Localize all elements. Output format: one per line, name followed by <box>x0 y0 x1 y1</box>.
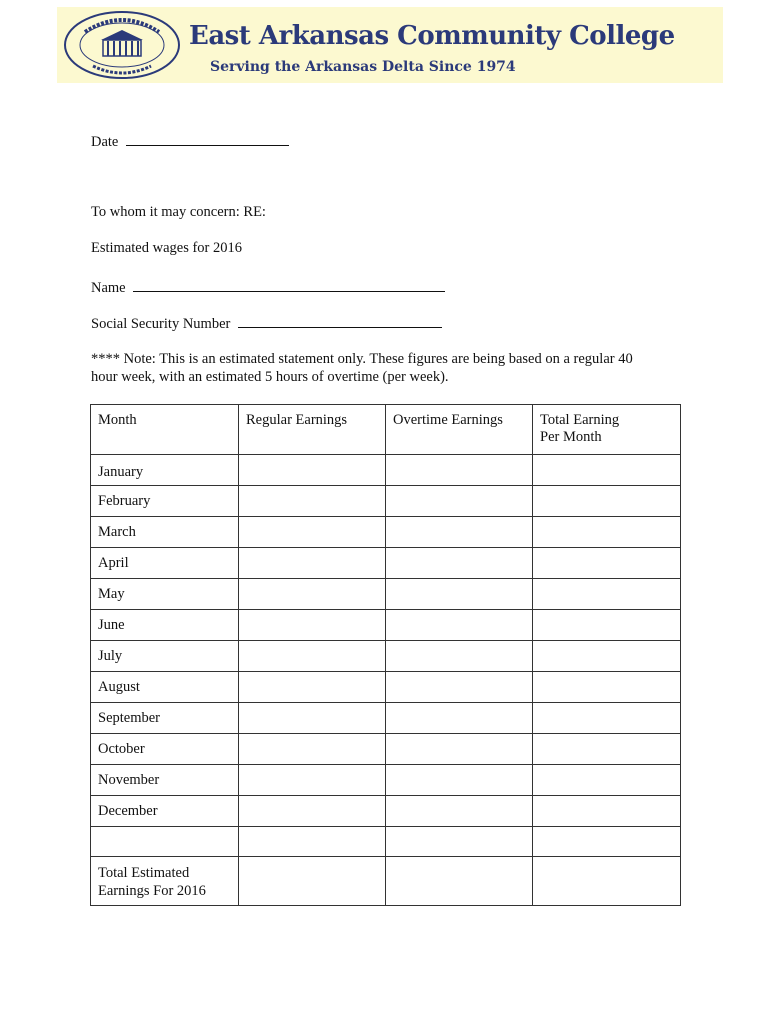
note-line-2: hour week, with an estimated 5 hours of overtime (per week). <box>91 369 449 385</box>
date-line <box>91 131 289 151</box>
header-total-line-2: Per Month <box>540 429 602 445</box>
month-cell: April <box>91 548 239 579</box>
header-total-earning <box>533 405 681 455</box>
month-cell: September <box>91 703 239 734</box>
overtime-earnings-cell[interactable] <box>386 672 533 703</box>
salutation: To whom it may concern: RE: <box>91 204 266 220</box>
table-row-blank <box>91 827 681 857</box>
header-total-line-1: Total Earning <box>540 412 620 428</box>
regular-earnings-cell[interactable] <box>239 610 386 641</box>
ssn-line <box>91 313 442 333</box>
overtime-earnings-cell[interactable] <box>386 548 533 579</box>
overtime-earnings-cell[interactable] <box>386 517 533 548</box>
total-earning-cell[interactable] <box>533 765 681 796</box>
total-earning-cell[interactable] <box>533 796 681 827</box>
month-cell: March <box>91 517 239 548</box>
regular-earnings-cell[interactable] <box>239 765 386 796</box>
month-cell: December <box>91 796 239 827</box>
overtime-earnings-cell[interactable] <box>386 455 533 486</box>
month-cell: May <box>91 579 239 610</box>
name-field[interactable] <box>133 277 445 292</box>
college-banner <box>57 7 723 83</box>
table-row <box>91 486 681 517</box>
regular-earnings-cell[interactable] <box>239 796 386 827</box>
overtime-earnings-cell[interactable] <box>386 796 533 827</box>
total-earning-cell[interactable] <box>533 579 681 610</box>
subject-line: Estimated wages for 2016 <box>91 240 243 256</box>
table-row <box>91 672 681 703</box>
month-cell: August <box>91 672 239 703</box>
name-line <box>91 277 445 297</box>
overtime-earnings-cell[interactable] <box>386 579 533 610</box>
total-earning-cell[interactable] <box>533 610 681 641</box>
wages-table <box>90 404 681 906</box>
ssn-field[interactable] <box>238 313 442 328</box>
table-row <box>91 579 681 610</box>
table-total-row <box>91 857 681 906</box>
table-row <box>91 455 681 486</box>
college-tagline: Serving the Arkansas Delta Since 1974 <box>210 59 516 75</box>
table-row <box>91 734 681 765</box>
regular-earnings-cell[interactable] <box>239 703 386 734</box>
regular-earnings-cell[interactable] <box>239 579 386 610</box>
total-label-cell <box>91 857 239 906</box>
total-earning-cell[interactable] <box>533 703 681 734</box>
total-label-line-2: Earnings For 2016 <box>98 883 206 899</box>
overtime-earnings-cell[interactable] <box>386 703 533 734</box>
table-row <box>91 517 681 548</box>
total-earning-cell[interactable] <box>533 517 681 548</box>
total-label-line-1: Total Estimated <box>98 865 190 881</box>
regular-earnings-cell[interactable] <box>239 455 386 486</box>
regular-earnings-cell[interactable] <box>239 548 386 579</box>
month-cell: February <box>91 486 239 517</box>
overtime-earnings-cell[interactable] <box>386 765 533 796</box>
overtime-earnings-cell[interactable] <box>386 610 533 641</box>
month-cell: November <box>91 765 239 796</box>
header-regular-earnings: Regular Earnings <box>239 405 386 455</box>
total-earning-cell[interactable] <box>533 455 681 486</box>
total-earning-cell[interactable] <box>533 734 681 765</box>
total-overtime-earnings-cell[interactable] <box>386 857 533 906</box>
date-label: Date <box>91 134 119 150</box>
regular-earnings-cell[interactable] <box>239 517 386 548</box>
blank-cell[interactable] <box>533 827 681 857</box>
month-cell: June <box>91 610 239 641</box>
estimate-note <box>91 350 691 386</box>
month-cell: July <box>91 641 239 672</box>
total-earning-cell[interactable] <box>533 548 681 579</box>
overtime-earnings-cell[interactable] <box>386 641 533 672</box>
table-header-row <box>91 405 681 455</box>
college-name: East Arkansas Community College <box>189 21 675 51</box>
total-regular-earnings-cell[interactable] <box>239 857 386 906</box>
blank-cell[interactable] <box>91 827 239 857</box>
total-earning-cell[interactable] <box>533 857 681 906</box>
blank-cell[interactable] <box>386 827 533 857</box>
blank-cell[interactable] <box>239 827 386 857</box>
table-row <box>91 765 681 796</box>
header-overtime-earnings: Overtime Earnings <box>386 405 533 455</box>
overtime-earnings-cell[interactable] <box>386 486 533 517</box>
name-label: Name <box>91 280 126 296</box>
regular-earnings-cell[interactable] <box>239 734 386 765</box>
table-row <box>91 548 681 579</box>
month-cell: October <box>91 734 239 765</box>
regular-earnings-cell[interactable] <box>239 641 386 672</box>
date-field[interactable] <box>126 131 289 146</box>
table-row <box>91 796 681 827</box>
total-earning-cell[interactable] <box>533 641 681 672</box>
table-row <box>91 641 681 672</box>
total-earning-cell[interactable] <box>533 672 681 703</box>
total-earning-cell[interactable] <box>533 486 681 517</box>
month-cell: January <box>91 455 239 486</box>
table-row <box>91 703 681 734</box>
college-seal-logo <box>63 10 181 80</box>
regular-earnings-cell[interactable] <box>239 672 386 703</box>
regular-earnings-cell[interactable] <box>239 486 386 517</box>
note-line-1: **** Note: This is an estimated statement only. These figures are being based on a regular 40 <box>91 351 633 367</box>
table-row <box>91 610 681 641</box>
header-month: Month <box>91 405 239 455</box>
overtime-earnings-cell[interactable] <box>386 734 533 765</box>
ssn-label: Social Security Number <box>91 316 231 332</box>
